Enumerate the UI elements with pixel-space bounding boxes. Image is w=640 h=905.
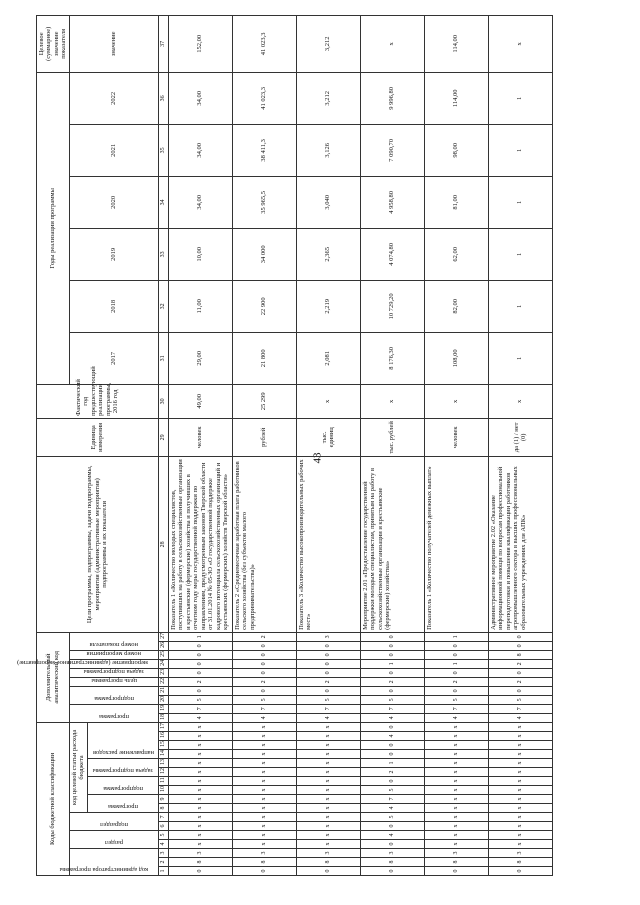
column-number: 23 [158, 668, 168, 677]
code-cell: х [232, 795, 296, 804]
code-cell: 0 [232, 668, 296, 677]
code-cell: 0 [488, 867, 552, 876]
code-cell: 0 [168, 686, 232, 695]
code-cell: 4 [360, 713, 424, 722]
code-cell: 4 [424, 713, 488, 722]
year-value: 1 [488, 332, 552, 384]
code-cell: 0 [168, 668, 232, 677]
task-label: задача подпрограммы [92, 767, 154, 774]
code-cell: х [296, 786, 360, 795]
column-number: 18 [158, 713, 168, 722]
year-value: 2,219 [296, 280, 360, 332]
year-value: 108,00 [424, 332, 488, 384]
column-number: 26 [158, 641, 168, 650]
code-cell: х [424, 804, 488, 813]
indicator-fact: 25 299 [232, 384, 296, 418]
code-cell: х [424, 759, 488, 768]
code-cell: х [488, 750, 552, 759]
code-cell: 4 [168, 713, 232, 722]
code-cell: 0 [232, 659, 296, 668]
column-number: 12 [158, 768, 168, 777]
year-value: 62,00 [424, 228, 488, 280]
column-number: 14 [158, 750, 168, 759]
code-cell: 0 [360, 741, 424, 750]
code-cell: 0 [424, 650, 488, 659]
code-cell: х [168, 831, 232, 840]
column-number: 17 [158, 722, 168, 731]
fact-header: Фактический год предшествующий реализации программы, 2016 год [37, 384, 159, 418]
indicator-fact: х [360, 384, 424, 418]
year-value: 98,00 [424, 124, 488, 176]
code-cell: 4 [232, 713, 296, 722]
year-value: 11,00 [168, 280, 232, 332]
year-value: 34,00 [168, 72, 232, 124]
code-cell: х [168, 795, 232, 804]
code-cell: 3 [360, 849, 424, 858]
code-cell: 0 [360, 777, 424, 786]
code-cell: х [488, 831, 552, 840]
code-cell: 3 [424, 849, 488, 858]
code-cell: 0 [296, 641, 360, 650]
code-cell: 2 [168, 677, 232, 686]
indicator-table-sheet [16, 26, 528, 876]
code-cell: х [424, 777, 488, 786]
code-cell: 0 [360, 686, 424, 695]
indicator-unit: человек [424, 418, 488, 456]
code-cell: 3 [168, 849, 232, 858]
column-number: 32 [158, 280, 168, 332]
code-cell: 0 [296, 659, 360, 668]
table-row [168, 15, 232, 875]
code-cell: 0 [488, 668, 552, 677]
year-value: 41 023,3 [232, 72, 296, 124]
year-value: 1 [488, 280, 552, 332]
code-cell: 8 [488, 650, 552, 659]
column-number: 27 [158, 632, 168, 641]
code-cell: 0 [360, 650, 424, 659]
code-cell: 5 [360, 786, 424, 795]
code-cell: х [424, 768, 488, 777]
column-number: 8 [158, 804, 168, 813]
code-cell: х [424, 840, 488, 849]
code-cell: х [232, 813, 296, 822]
code-cell: х [168, 804, 232, 813]
column-number: 10 [158, 786, 168, 795]
code-cell: 1 [168, 632, 232, 641]
code-cell: х [296, 741, 360, 750]
code-cell: 0 [296, 686, 360, 695]
column-number: 35 [158, 124, 168, 176]
column-number: 11 [158, 777, 168, 786]
code-cell: 0 [360, 750, 424, 759]
table-row [488, 15, 552, 875]
final-value: х [360, 15, 424, 72]
code-cell: х [424, 795, 488, 804]
year-value: 3,126 [296, 124, 360, 176]
code-cell: х [168, 777, 232, 786]
year-value: 29,00 [168, 332, 232, 384]
final-value: 41 023,3 [232, 15, 296, 72]
column-number: 15 [158, 741, 168, 750]
code-cell: 5 [168, 695, 232, 704]
code-cell: х [296, 795, 360, 804]
column-number: 22 [158, 677, 168, 686]
code-cell: х [424, 750, 488, 759]
code-cell: 2 [360, 677, 424, 686]
year-value: 34,00 [168, 176, 232, 228]
d-subprogram-label: подпрограмма [94, 694, 134, 702]
code-cell: 0 [360, 722, 424, 731]
year-value: 1 [488, 124, 552, 176]
code-cell: 0 [296, 668, 360, 677]
code-cell: х [168, 759, 232, 768]
table-row [360, 15, 424, 875]
code-cell: 0 [424, 686, 488, 695]
code-cell: 8 [168, 858, 232, 867]
years-header: Годы реализации программы [37, 72, 70, 384]
column-number: 33 [158, 228, 168, 280]
name-header: Цели программы, подпрограммы, задачи подпрограммы, мероприятия (административные мероприятия) подпрограммы и их показатели [37, 456, 159, 632]
section-label: раздел [104, 839, 123, 846]
unit-header: Единица измерения [37, 418, 159, 456]
code-cell: 1 [424, 632, 488, 641]
subprogram-label: подпрограмма [102, 785, 143, 792]
code-cell: 0 [424, 641, 488, 650]
code-cell: х [424, 822, 488, 831]
direction-label: направление расходов [92, 749, 154, 756]
code-cell: 2 [424, 677, 488, 686]
subsection-label: подраздел [99, 821, 128, 828]
year-value: 21 800 [232, 332, 296, 384]
code-cell: 8 [424, 858, 488, 867]
admin-code-label: код администратора программы [59, 866, 148, 873]
code-cell: 2 [232, 677, 296, 686]
indicator-table [16, 15, 553, 876]
code-cell: 4 [296, 713, 360, 722]
code-cell: 3 [232, 849, 296, 858]
code-cell: х [488, 813, 552, 822]
code-cell: 2 [296, 677, 360, 686]
code-cell: х [232, 759, 296, 768]
column-number: 1 [158, 867, 168, 876]
final-value: 114,00 [424, 15, 488, 72]
code-cell: 1 [424, 659, 488, 668]
code-cell: 7 [232, 704, 296, 713]
code-cell: х [424, 831, 488, 840]
indicator-fact: х [424, 384, 488, 418]
d-measure-label: мероприятие (административное мероприятие) [16, 658, 148, 666]
indicator-name: Мероприятие 2.01 «Предоставление государственной поддержки молодым специалистам, принятым на работу в сельскохозяйственные организации и крестьянские (фермерские) хозяйства» [360, 456, 424, 632]
code-cell: х [488, 741, 552, 750]
d-number-label: номер показателя [89, 640, 139, 648]
code-cell: х [232, 768, 296, 777]
code-cell: х [424, 786, 488, 795]
column-number: 19 [158, 704, 168, 713]
year-value: 81,00 [424, 176, 488, 228]
code-cell: х [168, 768, 232, 777]
code-cell: х [296, 732, 360, 741]
code-cell: 3 [488, 849, 552, 858]
code-cell: 0 [424, 668, 488, 677]
year-value: 82,00 [424, 280, 488, 332]
code-cell: 7 [168, 704, 232, 713]
code-cell: 0 [168, 650, 232, 659]
code-cell: 1 [360, 659, 424, 668]
code-cell: х [488, 768, 552, 777]
column-number: 2 [158, 858, 168, 867]
column-number: 6 [158, 822, 168, 831]
indicator-name: Показатель 1 «Количество получателей денежных выплат» [424, 456, 488, 632]
column-number: 3 [158, 849, 168, 858]
code-cell: х [232, 722, 296, 731]
code-cell: х [488, 804, 552, 813]
year-value: 2,365 [296, 228, 360, 280]
code-cell: 8 [232, 858, 296, 867]
d-goal-label: цель программы [91, 676, 137, 684]
year-value: 10 729,20 [360, 280, 424, 332]
code-cell: 3 [296, 632, 360, 641]
code-cell: х [488, 786, 552, 795]
code-cell: х [424, 741, 488, 750]
table-row [296, 15, 360, 875]
indicator-name: Показатель 3 «Количество высокопроизводительных рабочих мест» [296, 456, 360, 632]
code-cell: 0 [488, 686, 552, 695]
indicator-fact: х [296, 384, 360, 418]
year-value: 8 176,30 [360, 332, 424, 384]
code-cell: х [168, 732, 232, 741]
code-cell: х [232, 840, 296, 849]
indicator-unit: рублей [232, 418, 296, 456]
code-cell: 5 [424, 695, 488, 704]
code-cell: х [168, 813, 232, 822]
code-cell: 2 [488, 677, 552, 686]
code-cell: х [488, 795, 552, 804]
code-cell: х [424, 813, 488, 822]
year-value: 4 074,80 [360, 228, 424, 280]
column-number: 37 [158, 15, 168, 72]
indicator-name: Показатель 1 «Количество молодых специалистов, поступивших на работу в сельскохозяйственные организации и крестьянские (фермерские) хозяйства и получивших в отчетном году меры государственной поддержки по направлениям, предусмотренным законом Тверской области от 31.01.2014 № 05-ЗО «О государственной поддержке кадрового потенциала сельскохозяйственных организаций и крестьянских (фермерских) хозяйств Тверской области» [168, 456, 232, 632]
code-cell: 0 [488, 632, 552, 641]
year-value: 22 900 [232, 280, 296, 332]
year-value: 1 [488, 176, 552, 228]
column-number: 28 [158, 456, 168, 632]
year-value: 1 [488, 72, 552, 124]
code-cell: 7 [424, 704, 488, 713]
code-cell: 0 [232, 641, 296, 650]
code-cell: 5 [360, 695, 424, 704]
code-cell: х [232, 750, 296, 759]
code-cell: 7 [488, 704, 552, 713]
final-header: Целевое (суммарное) значение показателя [37, 15, 70, 72]
table-row [424, 15, 488, 875]
code-cell: 0 [296, 867, 360, 876]
d-type-label: номер мероприятия [86, 649, 142, 657]
code-cell: 0 [360, 867, 424, 876]
column-number: 30 [158, 384, 168, 418]
year-value: 4 958,80 [360, 176, 424, 228]
final-value: 152,00 [168, 15, 232, 72]
year-value: 114,00 [424, 72, 488, 124]
column-number: 29 [158, 418, 168, 456]
indicator-unit: да (1) / нет (0) [488, 418, 552, 456]
code-cell: 2 [488, 659, 552, 668]
column-number: 24 [158, 659, 168, 668]
code-cell: х [168, 741, 232, 750]
program-label: программа [107, 803, 138, 810]
year-value: 2,081 [296, 332, 360, 384]
code-cell: х [424, 722, 488, 731]
code-cell: 8 [488, 858, 552, 867]
code-cell: 0 [232, 650, 296, 659]
code-cell: 5 [488, 695, 552, 704]
indicator-unit: тыс. рублей [360, 418, 424, 456]
year-value: 3,040 [296, 176, 360, 228]
final-value: х [488, 15, 552, 72]
code-cell: 5 [296, 695, 360, 704]
year-value: 34,00 [168, 124, 232, 176]
code-cell: х [296, 813, 360, 822]
code-cell: 7 [360, 704, 424, 713]
code-cell: х [488, 759, 552, 768]
code-cell: 0 [360, 840, 424, 849]
code-cell: 0 [232, 686, 296, 695]
code-cell: х [296, 831, 360, 840]
code-cell: 7 [296, 704, 360, 713]
code-cell: 1 [360, 759, 424, 768]
year-2020-header: 2020 [69, 176, 158, 228]
table-row [232, 15, 296, 875]
code-cell: 0 [168, 641, 232, 650]
code-cell: 4 [488, 713, 552, 722]
column-number: 4 [158, 840, 168, 849]
year-2018-header: 2018 [69, 280, 158, 332]
code-cell: х [296, 840, 360, 849]
column-number: 9 [158, 795, 168, 804]
column-number-row [158, 15, 168, 875]
final-value-header: значение [69, 15, 158, 72]
code-cell: 0 [168, 867, 232, 876]
code-cell: 0 [360, 822, 424, 831]
indicator-name: Показатель 2 «Среднемесячная заработная плата работников сельского хозяйства (без субъектов малого предпринимательства)» [232, 456, 296, 632]
year-2022-header: 2022 [69, 72, 158, 124]
code-cell: 8 [296, 858, 360, 867]
code-cell: х [232, 831, 296, 840]
code-cell: х [296, 722, 360, 731]
code-cell: х [296, 777, 360, 786]
code-cell: х [488, 732, 552, 741]
code-cell: 0 [360, 632, 424, 641]
code-cell: 7 [360, 795, 424, 804]
code-cell: х [296, 768, 360, 777]
code-cell: х [168, 840, 232, 849]
code-cell: х [296, 804, 360, 813]
code-cell: х [232, 822, 296, 831]
indicator-fact: 49,00 [168, 384, 232, 418]
d-program-label: программа [98, 712, 129, 720]
code-cell: 5 [232, 695, 296, 704]
column-number: 25 [158, 650, 168, 659]
code-cell: х [488, 722, 552, 731]
code-cell: х [168, 822, 232, 831]
year-value: 10,00 [168, 228, 232, 280]
year-value: 35 965,5 [232, 176, 296, 228]
column-number: 31 [158, 332, 168, 384]
code-cell: х [232, 741, 296, 750]
page-number: 43 [311, 452, 324, 464]
year-2021-header: 2021 [69, 124, 158, 176]
year-value: 38 411,3 [232, 124, 296, 176]
column-number: 34 [158, 176, 168, 228]
column-number: 21 [158, 686, 168, 695]
code-cell: 4 [360, 831, 424, 840]
target-article-label: код целевой статьи расхода бюджета [69, 722, 87, 812]
code-cell: 4 [360, 732, 424, 741]
code-cell: 5 [360, 813, 424, 822]
indicator-unit: человек [168, 418, 232, 456]
indicator-unit: тыс. единиц [296, 418, 360, 456]
year-2017-header: 2017 [69, 332, 158, 384]
code-cell: х [232, 804, 296, 813]
column-number: 13 [158, 759, 168, 768]
code-cell: 0 [168, 659, 232, 668]
column-number: 16 [158, 732, 168, 741]
final-value: 3,212 [296, 15, 360, 72]
code-cell: х [488, 840, 552, 849]
code-cell: х [424, 732, 488, 741]
code-cell: 0 [360, 641, 424, 650]
year-value: 34 000 [232, 228, 296, 280]
year-value: 7 090,70 [360, 124, 424, 176]
column-number: 5 [158, 831, 168, 840]
indicator-name: Административное мероприятие 2.02 «Оказание информационной помощи по вопросам профессиональной переподготовки и повышения квалификации работников агропромышленного сектора в высших профессиональных образовательных учреждениях для АПК» [488, 456, 552, 632]
code-cell: 0 [360, 668, 424, 677]
code-cell: 3 [296, 849, 360, 858]
budget-codes-header: Коды бюджетной классификации [37, 722, 70, 875]
code-cell: 0 [296, 650, 360, 659]
d-task-label: задача подпрограммы [83, 667, 145, 675]
code-cell: 0 [488, 641, 552, 650]
code-cell: 0 [424, 867, 488, 876]
code-cell: 4 [360, 804, 424, 813]
code-cell: 2 [232, 632, 296, 641]
code-cell: х [168, 750, 232, 759]
code-cell: х [488, 822, 552, 831]
code-cell: х [296, 750, 360, 759]
code-cell: х [488, 777, 552, 786]
code-cell: 0 [232, 867, 296, 876]
column-number: 7 [158, 813, 168, 822]
indicator-fact: х [488, 384, 552, 418]
code-cell: х [168, 786, 232, 795]
year-2019-header: 2019 [69, 228, 158, 280]
code-cell: х [296, 822, 360, 831]
column-number: 36 [158, 72, 168, 124]
code-cell: х [232, 786, 296, 795]
code-cell: 8 [360, 858, 424, 867]
code-cell: х [168, 722, 232, 731]
year-value: 3,212 [296, 72, 360, 124]
column-number: 20 [158, 695, 168, 704]
code-cell: 2 [360, 768, 424, 777]
code-cell: х [232, 777, 296, 786]
year-value: 9 996,80 [360, 72, 424, 124]
code-cell: х [232, 732, 296, 741]
code-cell: х [296, 759, 360, 768]
additional-code-header: Дополнительный аналитический код [37, 632, 70, 722]
year-value: 1 [488, 228, 552, 280]
